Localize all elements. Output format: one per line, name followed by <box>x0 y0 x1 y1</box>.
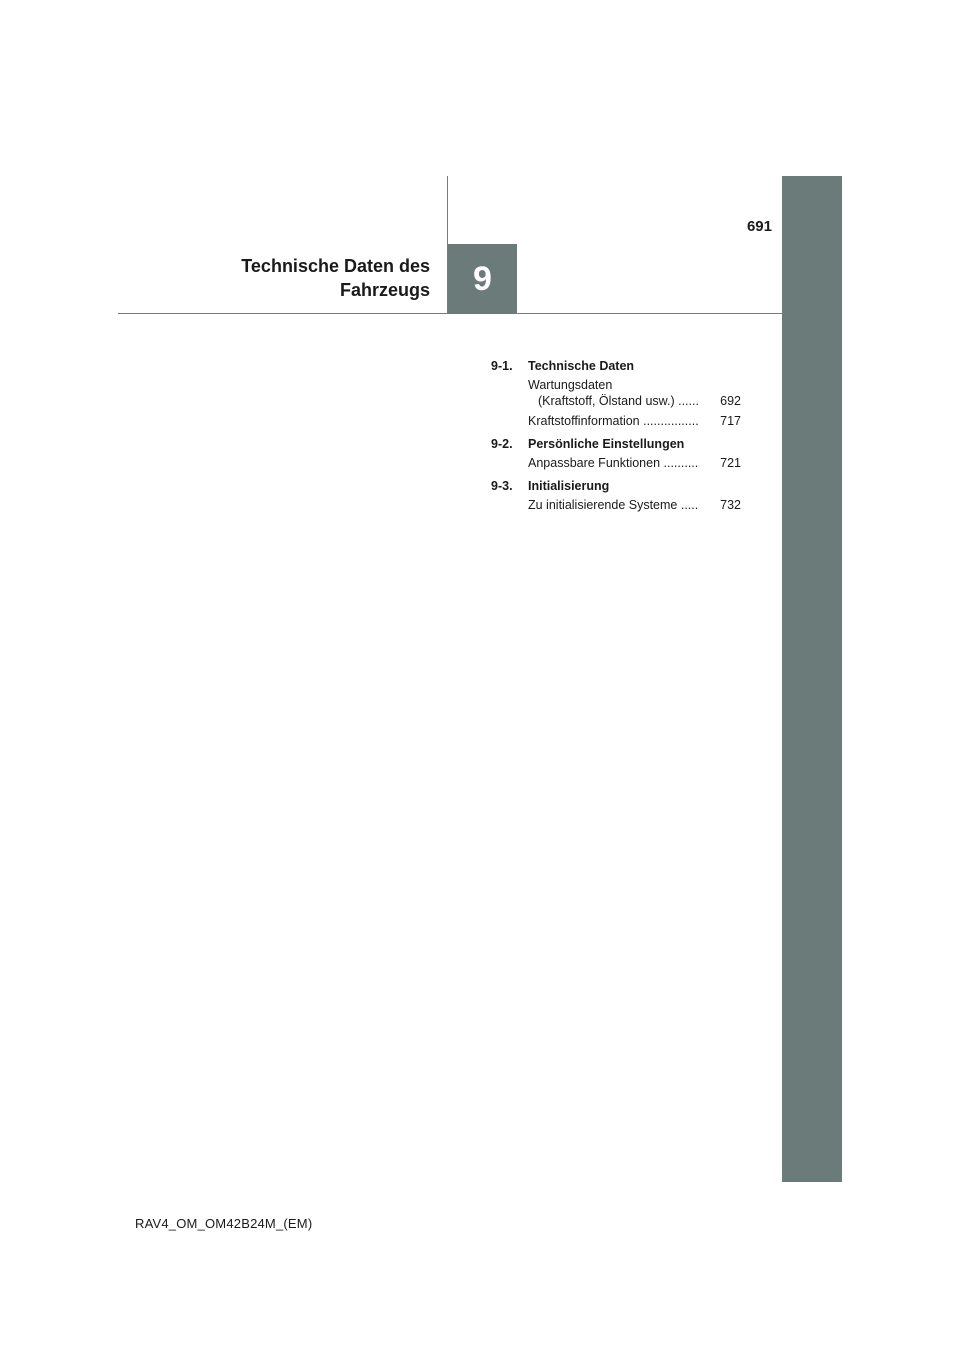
toc-section-9-2 <box>491 434 741 471</box>
chapter-number: 9 <box>473 259 492 298</box>
chapter-title-line2: Fahrzeugs <box>339 280 430 300</box>
toc-heading[interactable] <box>491 476 741 495</box>
table-of-contents <box>491 356 741 518</box>
toc-entry-kraftstoffinformation[interactable] <box>528 413 741 429</box>
toc-section-9-3 <box>491 476 741 513</box>
chapter-title <box>190 254 430 302</box>
toc-entry-page: 732 <box>720 498 741 512</box>
toc-section-number: 9-3. <box>491 478 513 493</box>
toc-heading[interactable] <box>491 434 741 453</box>
toc-entry-anpassbare-funktionen[interactable] <box>528 455 741 471</box>
toc-entry-label: Zu initialisierende Systeme ..... <box>528 498 699 512</box>
document-footer-code: RAV4_OM_OM42B24M_(EM) <box>135 1216 313 1231</box>
toc-entry-wartungsdaten[interactable] <box>528 377 741 409</box>
page-number: 691 <box>746 218 772 235</box>
toc-section-9-1 <box>491 356 741 429</box>
toc-heading[interactable] <box>491 356 741 375</box>
toc-entry-zu-initialisierende-systeme[interactable] <box>528 497 741 513</box>
toc-entry-page: 692 <box>720 394 741 408</box>
chapter-title-line1: Technische Daten des <box>241 256 430 276</box>
toc-entry-page: 717 <box>720 414 741 428</box>
toc-section-number: 9-2. <box>491 436 513 451</box>
toc-entry-label: Kraftstoffinformation ................ <box>528 414 699 428</box>
chapter-number-box <box>448 244 517 314</box>
toc-entry-label-line2: (Kraftstoff, Ölstand usw.) ...... <box>538 394 699 408</box>
toc-section-title: Persönliche Einstellungen <box>528 436 685 451</box>
toc-entry-line2 <box>528 393 741 409</box>
toc-entry-label-line1: Wartungsdaten <box>528 378 613 392</box>
toc-section-title: Initialisierung <box>528 478 610 493</box>
toc-entry-label: Anpassbare Funktionen .......... <box>528 456 699 470</box>
toc-section-title: Technische Daten <box>528 358 635 373</box>
side-chapter-tab <box>782 176 842 1182</box>
toc-entry-page: 721 <box>720 456 741 470</box>
toc-section-number: 9-1. <box>491 358 513 373</box>
